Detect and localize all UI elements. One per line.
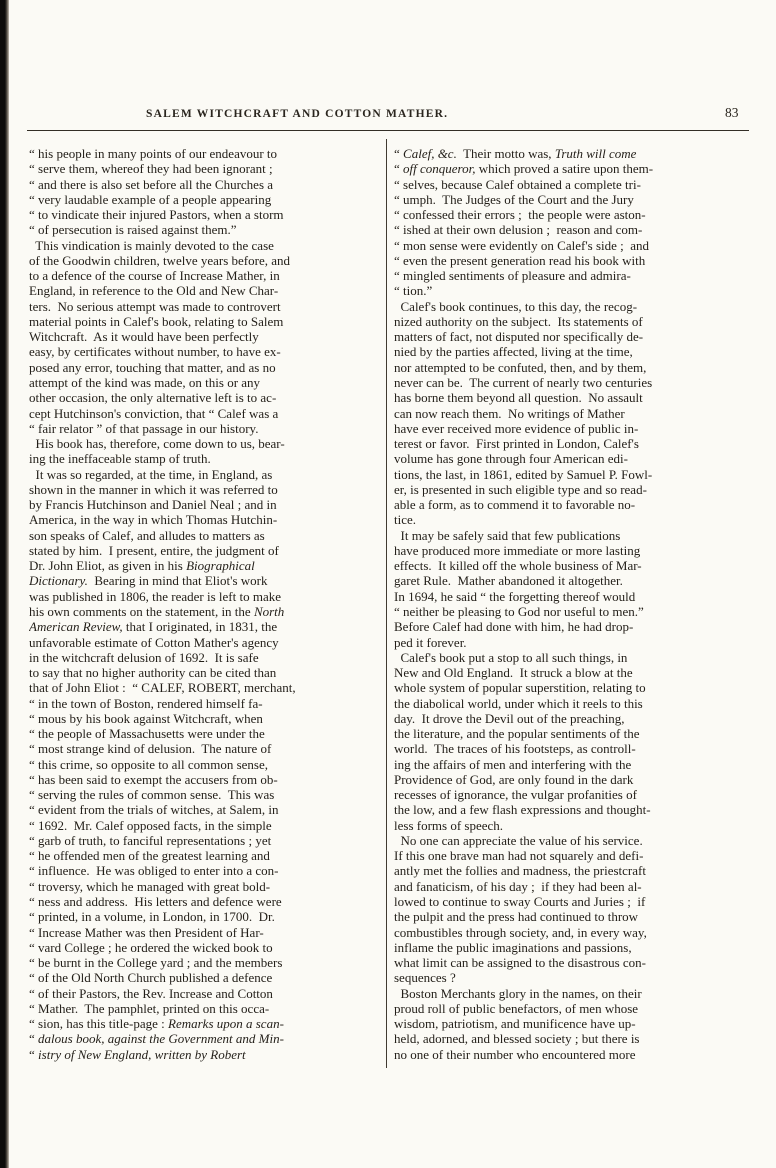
- text-line: the pulpit and the press had continued to throw: [394, 909, 639, 925]
- text-line: inflame the public imaginations and passions,: [394, 939, 632, 955]
- text-line: “ has been said to exempt the accusers from ob-: [29, 771, 278, 787]
- text-line: “ even the present generation read his book with: [394, 252, 646, 268]
- text-line: “ be burnt in the College yard ; and the members: [29, 955, 283, 971]
- text-line: less forms of speech.: [394, 817, 504, 833]
- text-line: “ he offended men of the greatest learning and: [29, 848, 270, 864]
- text-line: can now reach them. No writings of Mather: [394, 405, 625, 421]
- text-line: If this one brave man had not squarely and defi-: [394, 848, 644, 864]
- text-line: “ garb of truth, to fanciful representations ; yet: [29, 832, 272, 848]
- text-line: have produced more immediate or more lasting: [394, 542, 641, 558]
- text-line: the low, and a few flash expressions and thought-: [394, 802, 651, 818]
- text-line: “ confessed their errors ; the people were aston-: [394, 207, 646, 223]
- text-line: tice.: [394, 512, 417, 528]
- text-line: nized authority on the subject. Its statements of: [394, 313, 643, 329]
- text-line: “ serving the rules of common sense. This was: [29, 787, 275, 803]
- text-line: “ istry of New England, written by Robert: [29, 1046, 246, 1062]
- text-line: er, is presented in such eligible type and so read-: [394, 481, 647, 497]
- text-line: Calef's book continues, to this day, the recog-: [394, 298, 638, 314]
- text-line: the diabolical world, under which it reels to this: [394, 695, 643, 711]
- text-line: “ most strange kind of delusion. The nature of: [29, 741, 272, 757]
- text-line: No one can appreciate the value of his service.: [394, 832, 643, 848]
- text-line: held, adorned, and blessed society ; but there is: [394, 1031, 640, 1047]
- text-line: by Francis Hutchinson and Daniel Neal ; and in: [29, 497, 277, 513]
- text-line: has borne them beyond all question. No assault: [394, 390, 643, 406]
- text-line: his own comments on the statement, in the North: [29, 603, 285, 619]
- text-line: of the Goodwin children, twelve years before, and: [29, 252, 290, 268]
- text-line: “ printed, in a volume, in London, in 1700. Dr.: [29, 909, 275, 925]
- text-line: “ evident from the trials of witches, at Salem, in: [29, 802, 279, 818]
- text-line: England, in reference to the Old and New Char-: [29, 283, 279, 299]
- text-line: ing the affairs of men and interfering with the: [394, 756, 632, 772]
- text-line: “ ness and address. His letters and defence were: [29, 894, 282, 910]
- text-line: effects. It killed off the whole business of Mar-: [394, 558, 642, 574]
- text-line: world. The traces of his footsteps, as controll-: [394, 741, 636, 757]
- column-divider-rule: [386, 139, 387, 1068]
- text-line: recesses of ignorance, the vulgar profanities of: [394, 787, 637, 803]
- text-line: “ in the town of Boston, rendered himself fa-: [29, 695, 263, 711]
- text-line: “ dalous book, against the Government and Min-: [29, 1031, 284, 1047]
- text-line: “ sion, has this title-page : Remarks upon a scan-: [29, 1016, 284, 1032]
- text-line: “ the people of Massachusetts were under the: [29, 726, 265, 742]
- text-line: It was so regarded, at the time, in England, as: [29, 466, 273, 482]
- text-line: wisdom, patriotism, and munificence have up-: [394, 1016, 636, 1032]
- text-line: the literature, and the popular sentiments of the: [394, 726, 640, 742]
- text-line: In 1694, he said “ the forgetting thereof would: [394, 588, 636, 604]
- text-line: American Review, that I originated, in 1831, the: [29, 619, 278, 635]
- text-line: “ 1692. Mr. Calef opposed facts, in the simple: [29, 817, 272, 833]
- text-line: sequences ?: [394, 970, 456, 986]
- text-line: shown in the manner in which it was referred to: [29, 481, 278, 497]
- text-line: “ selves, because Calef obtained a complete tri-: [394, 176, 641, 192]
- text-line: “ umph. The Judges of the Court and the Jury: [394, 191, 634, 207]
- text-line: “ vard College ; he ordered the wicked book to: [29, 939, 273, 955]
- text-line: It may be safely said that few publications: [394, 527, 621, 543]
- text-line: cept Hutchinson's conviction, that “ Calef was a: [29, 405, 279, 421]
- text-line: whole system of popular superstition, relating to: [394, 680, 646, 696]
- text-line: volume has gone through four American edi-: [394, 451, 628, 467]
- text-line: garet Rule. Mather abandoned it altogether.: [394, 573, 623, 589]
- text-line: “ serve them, whereof they had been ignorant ;: [29, 161, 273, 177]
- left-column: [29, 146, 385, 1062]
- text-line: that of John Eliot : “ CALEF, ROBERT, merchant,: [29, 680, 296, 696]
- text-line: “ tion.”: [394, 283, 433, 299]
- text-line: attempt of the kind was made, on this or any: [29, 374, 261, 390]
- text-line: to say that no higher authority can be cited than: [29, 665, 277, 681]
- text-line: was published in 1806, the reader is left to make: [29, 588, 281, 604]
- text-line: “ influence. He was obliged to enter into a con-: [29, 863, 279, 879]
- text-line: Before Calef had done with him, he had drop-: [394, 619, 634, 635]
- header-rule: [27, 130, 749, 131]
- text-line: “ of their Pastors, the Rev. Increase and Cotton: [29, 985, 273, 1001]
- text-line: “ ished at their own delusion ; reason and com-: [394, 222, 643, 238]
- text-line: easy, by certificates without number, to have ex-: [29, 344, 281, 360]
- text-line: “ very laudable example of a people appearing: [29, 191, 272, 207]
- text-line: in the witchcraft delusion of 1692. It is safe: [29, 649, 259, 665]
- text-line: Witchcraft. As it would have been perfectly: [29, 329, 259, 345]
- text-line: nor attempted to be confuted, then, and by them,: [394, 359, 647, 375]
- text-line: “ fair relator ” of that passage in our history.: [29, 420, 259, 436]
- text-line: “ mon sense were evidently on Calef's side ; and: [394, 237, 650, 253]
- text-line: “ to vindicate their injured Pastors, when a storm: [29, 207, 284, 223]
- text-line: combustibles through society, and, in every way,: [394, 924, 647, 940]
- text-line: nied by the parties affected, living at the time,: [394, 344, 633, 360]
- text-line: what limit can be assigned to the disastrous con-: [394, 955, 647, 971]
- text-line: Dr. John Eliot, as given in his Biographical: [29, 558, 255, 574]
- text-line: tions, the last, in 1861, edited by Samuel P. Fowl-: [394, 466, 653, 482]
- text-line: “ Mather. The pamphlet, printed on this occa-: [29, 1000, 270, 1016]
- text-line: unfavorable estimate of Cotton Mather's agency: [29, 634, 279, 650]
- text-line: stated by him. I present, entire, the judgment of: [29, 542, 279, 558]
- text-line: America, in the way in which Thomas Hutchin-: [29, 512, 278, 528]
- text-line: Calef's book put a stop to all such things, in: [394, 649, 628, 665]
- text-line: lowed to continue to sway Courts and Juries ; if: [394, 894, 646, 910]
- text-line: “ neither be pleasing to God nor useful to men.”: [394, 603, 644, 619]
- text-line: ped it forever.: [394, 634, 467, 650]
- text-line: proud roll of public benefactors, of men whose: [394, 1000, 639, 1016]
- running-head-title: SALEM WITCHCRAFT AND COTTON MATHER.: [146, 108, 449, 120]
- text-line: Boston Merchants glory in the names, on their: [394, 985, 642, 1001]
- text-line: “ mous by his book against Witchcraft, when: [29, 710, 263, 726]
- text-line: antly met the follies and madness, the priestcraft: [394, 863, 646, 879]
- text-line: day. It drove the Devil out of the preaching,: [394, 710, 625, 726]
- text-line: Dictionary. Bearing in mind that Eliot's work: [29, 573, 268, 589]
- text-line: His book has, therefore, come down to us, bear-: [29, 436, 285, 452]
- text-line: “ Calef, &c. Their motto was, Truth will come: [394, 146, 637, 161]
- text-line: “ off conqueror, which proved a satire upon them-: [394, 161, 654, 177]
- text-line: no one of their number who encountered more: [394, 1046, 636, 1062]
- text-line: material points in Calef's book, relating to Salem: [29, 313, 284, 329]
- text-line: ing the ineffaceable stamp of truth.: [29, 451, 211, 467]
- text-line: able a form, as to commend it to favorable no-: [394, 497, 636, 513]
- text-line: have ever received more evidence of public in-: [394, 420, 639, 436]
- text-line: other occasion, the only alternative left is to ac-: [29, 390, 277, 406]
- text-line: “ of the Old North Church published a defence: [29, 970, 273, 986]
- text-line: matters of fact, not disputed nor specifically de-: [394, 329, 644, 345]
- right-column: [394, 146, 750, 1062]
- text-line: “ this crime, so opposite to all common sense,: [29, 756, 269, 772]
- text-line: This vindication is mainly devoted to the case: [29, 237, 274, 253]
- text-line: “ Increase Mather was then President of Har-: [29, 924, 264, 940]
- text-line: ters. No serious attempt was made to controvert: [29, 298, 281, 314]
- text-line: New and Old England. It struck a blow at the: [394, 665, 633, 681]
- text-line: son speaks of Calef, and alludes to matters as: [29, 527, 265, 543]
- text-line: never can be. The current of nearly two centuries: [394, 374, 653, 390]
- text-line: Providence of God, are only found in the dark: [394, 771, 634, 787]
- text-line: to a defence of the course of Increase Mather, in: [29, 268, 280, 284]
- page-number: 83: [725, 105, 739, 120]
- text-line: “ his people in many points of our endeavour to: [29, 146, 278, 161]
- text-line: terest or favor. First printed in London, Calef's: [394, 436, 639, 452]
- text-line: “ troversy, which he managed with great bold-: [29, 878, 271, 894]
- text-line: “ of persecution is raised against them.”: [29, 222, 237, 238]
- scan-gutter-shadow: [0, 0, 9, 1168]
- text-line: “ and there is also set before all the Churches a: [29, 176, 274, 192]
- text-line: and fanaticism, of his day ; if they had been al-: [394, 878, 642, 894]
- text-line: posed any error, touching that matter, and as no: [29, 359, 276, 375]
- text-line: “ mingled sentiments of pleasure and admira-: [394, 268, 631, 284]
